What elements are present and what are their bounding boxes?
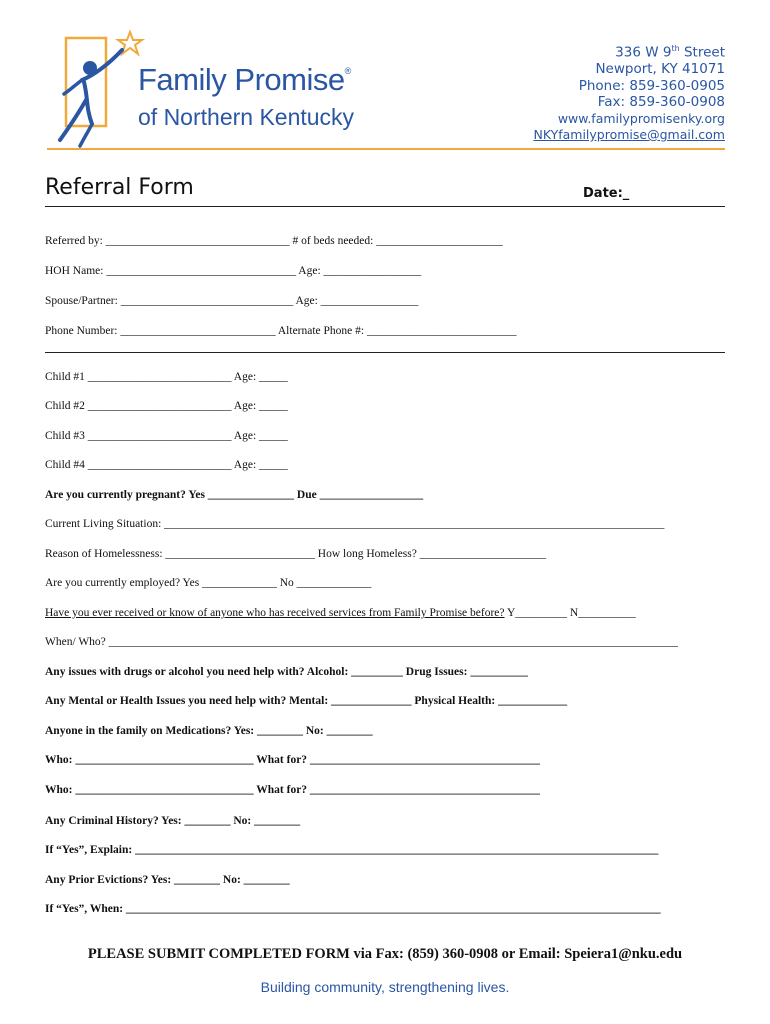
received-services-line[interactable] [45, 607, 636, 619]
title-divider [45, 206, 725, 207]
org-subtitle: of Northern Kentucky [138, 104, 355, 130]
hoh-name-line[interactable]: HOH Name: _________________________________ Age: _________________ [45, 265, 422, 277]
pregnant-line[interactable]: Are you currently pregnant? Yes _______________ Due __________________ [45, 489, 424, 501]
medications-line[interactable]: Anyone in the family on Medications? Yes: ________ No: ________ [45, 725, 373, 737]
referred-by-line[interactable]: Referred by: ________________________________ # of beds needed: ______________________ [45, 235, 503, 247]
phone-line: Phone: 859-360-0905 [578, 77, 725, 94]
drugs-alcohol-line[interactable]: Any issues with drugs or alcohol you need help with? Alcohol: _________ Drug Issues: __________ [45, 666, 528, 678]
submit-instructions: PLEASE SUBMIT COMPLETED FORM via Fax: (859) 360-0908 or Email: Speiera1@nku.edu [87, 946, 683, 962]
criminal-history-line[interactable]: Any Criminal History? Yes: ________ No: ________ [45, 815, 301, 827]
living-situation-line[interactable]: Current Living Situation: _______________________________________________________________________________________ [45, 518, 665, 530]
who-what-for-line-1[interactable]: Who: _______________________________ What for? ________________________________________ [45, 754, 540, 766]
employed-line[interactable]: Are you currently employed? Yes _____________ No _____________ [45, 577, 372, 589]
child-2-line[interactable]: Child #2 _________________________ Age: _____ [45, 400, 288, 412]
child-4-line[interactable]: Child #4 _________________________ Age: _____ [45, 459, 288, 471]
homelessness-line[interactable]: Reason of Homelessness: __________________________ How long Homeless? ______________________ [45, 548, 547, 560]
received-services-answer[interactable]: Y_________ N__________ [504, 607, 636, 619]
email-link[interactable]: NKYfamilypromise@gmail.com [533, 127, 725, 142]
address-line: 336 W 9th Street [615, 44, 725, 61]
who-what-for-line-2[interactable]: Who: _______________________________ What for? ________________________________________ [45, 784, 540, 796]
evictions-when-line[interactable]: If “Yes”, When: _____________________________________________________________________________________________ [45, 903, 661, 915]
prior-evictions-line[interactable]: Any Prior Evictions? Yes: ________ No: ________ [45, 874, 290, 886]
website-link[interactable]: www.familypromisenky.org [557, 110, 725, 126]
received-services-question: Have you ever received or know of anyone who has received services from Family Promise before? [45, 607, 505, 619]
contact-info [533, 41, 725, 144]
family-promise-figure-icon [52, 28, 152, 150]
when-who-line[interactable]: When/ Who? ___________________________________________________________________________________________________ [45, 636, 678, 648]
header-divider [47, 148, 725, 150]
form-title: Referral Form [45, 175, 194, 200]
date-field[interactable]: Date:_ [583, 186, 630, 201]
org-logo [52, 28, 382, 150]
criminal-explain-line[interactable]: If “Yes”, Explain: ___________________________________________________________________________________________ [45, 844, 659, 856]
child-1-line[interactable]: Child #1 _________________________ Age: _____ [45, 371, 288, 383]
tagline: Building community, strengthening lives. [260, 979, 510, 995]
child-3-line[interactable]: Child #3 _________________________ Age: _____ [45, 430, 288, 442]
phone-number-line[interactable]: Phone Number: ___________________________ Alternate Phone #: __________________________ [45, 325, 517, 337]
fax-line: Fax: 859-360-0908 [597, 94, 725, 110]
org-name: Family Promise® [138, 62, 351, 97]
city-line: Newport, KY 41071 [595, 61, 725, 77]
section-divider [45, 352, 725, 353]
spouse-partner-line[interactable]: Spouse/Partner: ______________________________ Age: _________________ [45, 295, 419, 307]
mental-health-line[interactable]: Any Mental or Health Issues you need help with? Mental: ______________ Physical Health: ____________ [45, 695, 568, 707]
